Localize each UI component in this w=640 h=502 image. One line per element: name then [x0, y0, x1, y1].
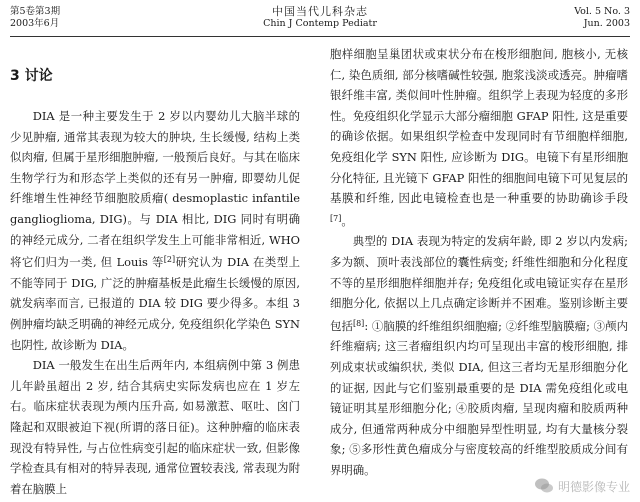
paragraph-text: : ①脑膜的纤维组织细胞瘤; ②纤维型脑膜瘤; ③颅内纤维瘤病; 这三者瘤组织内均可呈现出丰富的梭形细胞, 排列成束状或编织状, 类似 DIA, 但这三者均无星形细胞分化的证据, 因此与它们鉴别最重要的是 DIA 需免疫组化或电镜证明其星形细胞分化; ④胶质肉瘤, 呈现肉瘤和胶质两种成分, 但通常两种成分中细胞异型性明显, 均有大量核分裂象; ⑤多形性黄色瘤成分与密度较高的纤维型胶质成分间有界明确。: [330, 318, 628, 477]
paragraph: [330, 231, 628, 480]
right-column: [330, 44, 628, 480]
paragraph-text: DIA 一般发生在出生后两年内, 本组病例中第 3 例患儿年龄虽超出 2 岁, 结合其病史实际发病也应在 1 岁左右。临床症状表现为颅内压升高, 如易激惹、呕吐、囟门隆起和双眼被迫下视(所谓的落日征)。这种肿瘤的临床表现没有特异性, 与占位性病变引起的临床症状一致, 但影像学检查具有相对的特异表现, 通常位置较表浅, 常表现为附着在脑膜上: [10, 358, 300, 496]
paragraph-text: 研究认为 DIA 在类型上不能等同于 DIG, 广泛的肿瘤基板是此瘤生长缓慢的原因, 就发病率而言, 已报道的 DIA 较 DIG 要少得多。本组 3 例肿瘤均缺乏明确的神经元成分, 免疫组织化学染色 SYN 也阴性, 故诊断为 DIA。: [10, 255, 300, 352]
citation-ref[interactable]: [2]: [163, 255, 176, 265]
header-date: 2003年6月: [10, 18, 60, 29]
header-volume-en: Vol. 5 No. 3: [574, 6, 630, 17]
citation-ref[interactable]: [8]: [352, 318, 365, 328]
paragraph: [330, 44, 628, 231]
paragraph-text: 。: [341, 213, 353, 228]
header-issue-info-en: [574, 6, 630, 30]
page-header: [10, 6, 630, 36]
header-date-en: Jun. 2003: [583, 18, 630, 29]
paragraph-text: 典型的 DIA 表现为特定的发病年龄, 即 2 岁以内发病; 多为额、顶叶表浅部位的囊性病变; 纤维性细胞和分化程度不等的星形细胞样细胞并存; 免疫组化或电镜证实存在星形细胞分化, 依据以上几点确定诊断并不困难。鉴别诊断主要包括: [330, 234, 628, 333]
chat-bubble-icon: [534, 476, 554, 496]
header-rule: [10, 36, 630, 37]
paragraph-text: 胞样细胞呈巢团状或束状分布在梭形细胞间, 胞核小, 无核仁, 染色质细, 部分核嗜碱性较强, 胞浆浅淡或透亮。肿瘤嗜银纤维丰富, 类似间叶性肿瘤。组织学上表现为轻度的多形性。免疫组织化学显示大部分瘤细胞 GFAP 阳性, 这是重要的确诊依据。如果组织学检查中发现同时有节细胞样细胞, 免疫组化学 SYN 阳性, 应诊断为 DIG。电镜下有星形细胞分化特征, 且光镜下 GFAP 阳性的细胞间电镜下可见复层的基膜和纤维, 因此电镜检查也是一种重要的协助确诊手段: [330, 47, 628, 206]
journal-title: 中国当代儿科杂志: [272, 5, 368, 18]
watermark-text: 明德影像专业: [557, 479, 630, 494]
watermark: [534, 476, 630, 496]
paragraph: [10, 355, 300, 499]
paragraph: [10, 106, 300, 355]
paragraph-text: DIA 是一种主要发生于 2 岁以内婴幼儿大脑半球的少见肿瘤, 通常其表现为较大的肿块, 生长缓慢, 结构上类似肉瘤, 但属于星形细胞肿瘤, 一般预后良好。与其在临床生物学行为和形态学上类似的还有另一肿瘤, 即婴幼儿促纤维增生性神经节细胞胶质瘤( desmoplastic infantile ganglioglioma, DIG)。与 DIA 相比, DIG 同时有明确的神经元成分, 二者在组织学发生上可能非常相近, WHO 将它们归为一类, 但 Louis 等: [10, 109, 300, 270]
journal-title-block: [10, 6, 630, 30]
section-heading: 3 讨论: [10, 68, 53, 84]
header-volume: 第5卷第3期: [10, 6, 61, 17]
citation-ref[interactable]: [7]: [330, 213, 342, 223]
journal-subtitle: Chin J Contemp Pediatr: [263, 18, 377, 29]
left-column: [10, 44, 300, 499]
